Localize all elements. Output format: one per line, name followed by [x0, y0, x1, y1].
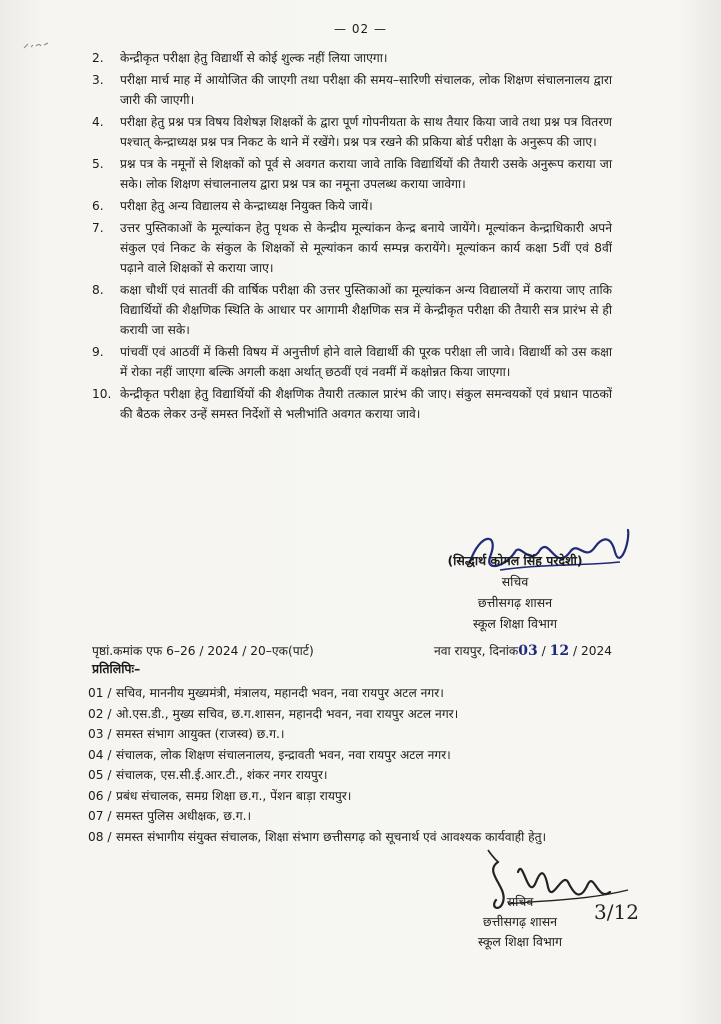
copy-item: [88, 725, 608, 744]
list-item: [92, 342, 612, 382]
copy-item: [88, 746, 608, 765]
copy-item: [88, 766, 608, 785]
copies-list: [88, 684, 608, 848]
item-text: केन्द्रीकृत परीक्षा हेतु विद्यार्थियों की शैक्षणिक तैयारी तत्काल प्रारंभ की जाए। संकुल समन्वयकों एवं प्रधान पाठकों की बैठक लेकर उन्हें समस्त निर्देशों से भलीभांति अवगत कराया जावे।: [120, 387, 612, 421]
copies-heading: प्रतिलिपिः–: [92, 661, 141, 676]
item-number: 6.: [92, 199, 104, 213]
list-item: [92, 280, 612, 340]
date-month-handwritten: 12: [549, 643, 570, 659]
signatory2-department: स्कूल शिक्षा विभाग: [477, 934, 563, 949]
date-day-handwritten: 03: [518, 643, 538, 659]
copy-text: सचिव, माननीय मुख्यमंत्री, मंत्रालय, महानदी भवन, नवा रायपुर अटल नगर।: [116, 686, 444, 700]
handwritten-date: 3/12: [594, 900, 639, 924]
copy-number: 08 /: [88, 829, 112, 844]
copy-number: 04 /: [88, 747, 112, 762]
reference-date: [434, 642, 612, 659]
copy-text: समस्त संभाग आयुक्त (राजस्व) छ.ग.।: [116, 727, 285, 741]
item-number: 5.: [92, 157, 104, 171]
copy-text: संचालक, एस.सी.ई.आर.टी., शंकर नगर रायपुर।: [116, 768, 328, 782]
signature-block: [395, 550, 635, 634]
date-separator: /: [537, 644, 550, 658]
reference-line: [92, 642, 612, 659]
item-text: परीक्षा हेतु अन्य विद्यालय से केन्द्राध्यक्ष नियुक्त किये जायें।: [120, 199, 373, 213]
copy-number: 06 /: [88, 788, 112, 803]
item-text: उत्तर पुस्तिकाओं के मूल्यांकन हेतु पृथक से केन्द्रीय मूल्यांकन केन्द्र बनाये जायेंगे। मूल्यांकन केन्द्राधिकारी अपने संकुल एवं निकट के संकुल के शिक्षकों से मूल्यांकन कार्य सम्पन्न करायेंगे। मूल्यांकन कार्य कक्षा 5वीं एवं 8वीं पढ़ाने वाले शिक्षकों से कराया जाए।: [120, 221, 612, 275]
item-text: केन्द्रीकृत परीक्षा हेतु विद्यार्थी से कोई शुल्क नहीं लिया जाएगा।: [120, 51, 388, 65]
list-item: [92, 154, 612, 194]
copy-text: समस्त पुलिस अधीक्षक, छ.ग.।: [116, 809, 252, 823]
list-item: [92, 218, 612, 278]
list-item: [92, 70, 612, 110]
copy-number: 01 /: [88, 686, 112, 700]
signatory-government: छत्तीसगढ़ शासन: [477, 595, 553, 610]
item-number: 7.: [92, 221, 104, 235]
signatory2-designation: सचिव: [506, 894, 534, 909]
item-text: प्रश्न पत्र के नमूनों से शिक्षकों को पूर्व से अवगत कराया जावे ताकि विद्यार्थियों की तैयारी उसके अनुरूप कराया जा सके। लोक शिक्षण संचालनालय द्वारा प्रश्न पत्र का नमूना उपलब्ध कराया जावेगा।: [120, 157, 612, 191]
copy-item: [88, 684, 608, 703]
copy-text: प्रबंध संचालक, समग्र शिक्षा छ.ग., पेंशन बाड़ा रायपुर।: [116, 788, 352, 803]
item-text: कक्षा चौथीं एवं सातवीं की वार्षिक परीक्षा की उत्तर पुस्तिकाओं का मूल्यांकन अन्य विद्यालयों में कराया जाए ताकि विद्यार्थियों की शैक्षणिक स्थिति के आधार पर आगामी शैक्षणिक सत्र में केन्द्रीकृत परीक्षा की तैयारी सत्र प्रारंभ से ही करायी जा सके।: [120, 283, 612, 337]
copy-number: 07 /: [88, 809, 112, 823]
signatory-name: (सिद्धार्थ कोमल सिंह परदेशी): [447, 553, 583, 568]
item-number: 10.: [92, 387, 112, 401]
margin-scribble: [22, 36, 52, 52]
item-text: परीक्षा मार्च माह में आयोजित की जाएगी तथा परीक्षा की समय–सारिणी संचालक, लोक शिक्षण संचालनालय द्वारा जारी की जाएगी।: [120, 73, 612, 107]
signature-block-2: [420, 892, 620, 952]
list-item: [92, 384, 612, 424]
item-number: 2.: [92, 51, 104, 65]
item-text: परीक्षा हेतु प्रश्न पत्र विषय विशेषज्ञ शिक्षकों के द्वारा पूर्ण गोपनीयता के साथ तैयार किया जावे तथा प्रश्न पत्र वितरण पश्चात् केन्द्राध्यक्ष प्रश्न पत्र निकट के थाने में रखेंगे। प्रश्न पत्र रखने की प्रकिया बोर्ड परीक्षा के अनुरूप की जाए।: [120, 115, 612, 149]
copy-item: [88, 787, 608, 806]
copy-text: समस्त संभागीय संयुक्त संचालक, शिक्षा संभाग छत्तीसगढ़ को सूचनार्थ एवं आवश्यक कार्यवाही हेतु।: [116, 829, 547, 844]
copy-number: 02 /: [88, 706, 112, 721]
item-number: 8.: [92, 283, 104, 297]
reference-place: नवा रायपुर, दिनांक: [433, 644, 519, 658]
reference-number: पृष्ठां.कमांक एफ 6–26 / 2024 / 20–एक(पार्ट): [92, 644, 314, 658]
copy-text: संचालक, लोक शिक्षण संचालनालय, इन्द्रावती भवन, नवा रायपुर अटल नगर।: [116, 747, 451, 762]
copy-item: [88, 705, 608, 724]
date-year: / 2024: [569, 644, 612, 658]
page-number: — 02 —: [334, 22, 387, 36]
list-item: [92, 48, 612, 68]
item-number: 4.: [92, 115, 104, 129]
signatory-department: स्कूल शिक्षा विभाग: [472, 616, 558, 631]
copy-text: ओ.एस.डी., मुख्य सचिव, छ.ग.शासन, महानदी भवन, नवा रायपुर अटल नगर।: [116, 706, 459, 721]
signatory-designation: सचिव: [501, 574, 529, 589]
signatory2-government: छत्तीसगढ़ शासन: [482, 914, 558, 929]
item-number: 3.: [92, 73, 104, 87]
list-item: [92, 196, 612, 216]
copy-number: 05 /: [88, 768, 112, 782]
item-number: 9.: [92, 345, 104, 359]
copy-number: 03 /: [88, 727, 112, 741]
instruction-list: [92, 48, 612, 426]
item-text: पांचवीं एवं आठवीं में किसी विषय में अनुत्तीर्ण होने वाले विद्यार्थी की पूरक परीक्षा ली जावे। विद्यार्थी को उस कक्षा में रोका नहीं जाएगा बल्कि अगली कक्षा अर्थात् छठवीं एवं नवमीं में कक्षोन्नत किया जाएगा।: [120, 345, 612, 379]
copy-item: [88, 807, 608, 826]
list-item: [92, 112, 612, 152]
